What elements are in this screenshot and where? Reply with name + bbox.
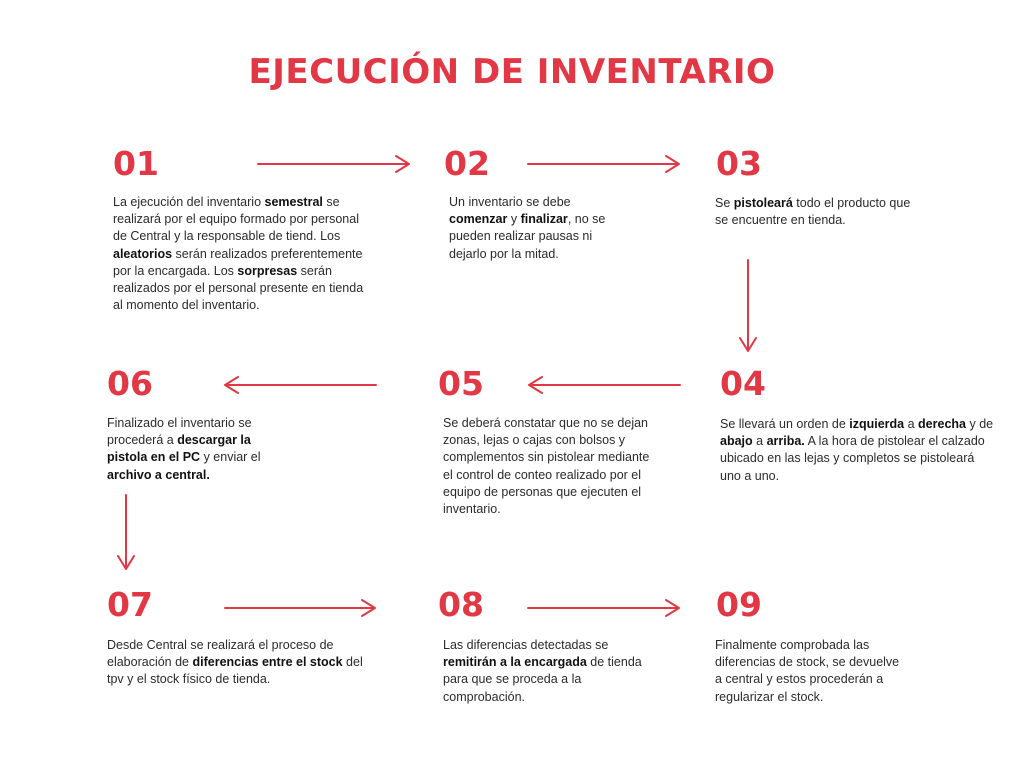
step-number-09: 09 [716,585,762,624]
step-text-segment: Un inventario se debe [449,195,571,209]
step-highlight: pistoleará [733,196,793,210]
step-text-segment: A la hora de pistolear el calzado ubicado en las lejas y completos se pistoleará uno a uno. [720,434,985,483]
step-text-segment: serán realizados por el personal presente en tienda al momento del inventario. [113,263,364,313]
page-title: EJECUCIÓN DE INVENTARIO [248,52,776,92]
step-number-04: 04 [720,364,766,403]
step-highlight: finalizar [520,212,568,227]
step-number-06: 06 [107,364,153,403]
step-highlight: semestral [264,195,323,209]
arrow-down-03-04 [740,260,756,351]
step-text-segment: y [507,212,521,227]
step-text-segment: a [904,417,919,431]
step-number-03: 03 [716,144,762,183]
step-number-07: 07 [107,585,153,624]
step-highlight: sorpresas [237,263,298,278]
step-highlight: remitirán a la encargada [443,655,587,670]
arrow-right-07-08 [225,600,375,616]
step-text-segment: Finalizado el inventario se procederá a [107,416,252,448]
step-highlight: abajo [720,434,753,449]
arrow-right-08-09 [528,600,679,616]
step-text-segment: serán realizados preferentemente por la encargada. Los [113,246,363,278]
arrow-left-04-05 [529,377,680,393]
step-highlight: comenzar [449,212,508,227]
step-text-segment: , no se pueden realizar pausas ni dejarlo por la mitad. [449,212,606,261]
step-text-segment: La ejecución del inventario [113,195,265,209]
step-highlight: archivo a central. [107,467,210,482]
step-text-segment: Las diferencias detectadas se [443,638,609,652]
arrow-right-02-03 [528,156,679,172]
step-number-08: 08 [438,585,484,624]
step-number-01: 01 [113,144,159,183]
step-text-segment: Se llevará un orden de [720,417,850,431]
step-text-segment: se realizará por el equipo formado por personal de Central y la responsable de tiend. Los [113,195,359,244]
step-text-segment: Se [715,196,734,210]
arrow-down-06-07 [118,495,134,569]
step-highlight: derecha [918,417,966,431]
step-text-segment: del tpv y el stock físico de tienda. [107,655,363,687]
step-highlight: izquierda [849,417,905,431]
arrow-right-01-02 [258,156,409,172]
step-text-segment: y de [966,417,994,431]
step-text-segment: de tienda para que se proceda a la comprobación. [443,655,642,704]
step-text-segment: todo el producto que se encuentre en tienda. [715,196,911,228]
step-number-02: 02 [444,144,490,183]
step-text-segment: Finalmente comprobada las diferencias de stock, se devuelve a central y estos procederán a regularizar el stock. [715,638,900,704]
step-text-segment: Se deberá constatar que no se dejan zonas, lejas o cajas con bolsos y complementos sin pistolear mediante el control de conteo realizado por el equipo de personas que ejecuten el inventario. [443,416,650,517]
step-highlight: descargar la pistola en el PC [107,433,251,465]
step-highlight: diferencias entre el stock [192,655,343,670]
step-text-segment: Desde Central se realizará el proceso de elaboración de [107,638,334,670]
arrow-left-05-06 [225,377,376,393]
step-text-segment: y enviar el [200,450,261,465]
step-text-segment: a [752,434,767,449]
step-highlight: arriba. [766,434,805,449]
step-number-05: 05 [438,364,484,403]
step-highlight: aleatorios [113,246,173,261]
